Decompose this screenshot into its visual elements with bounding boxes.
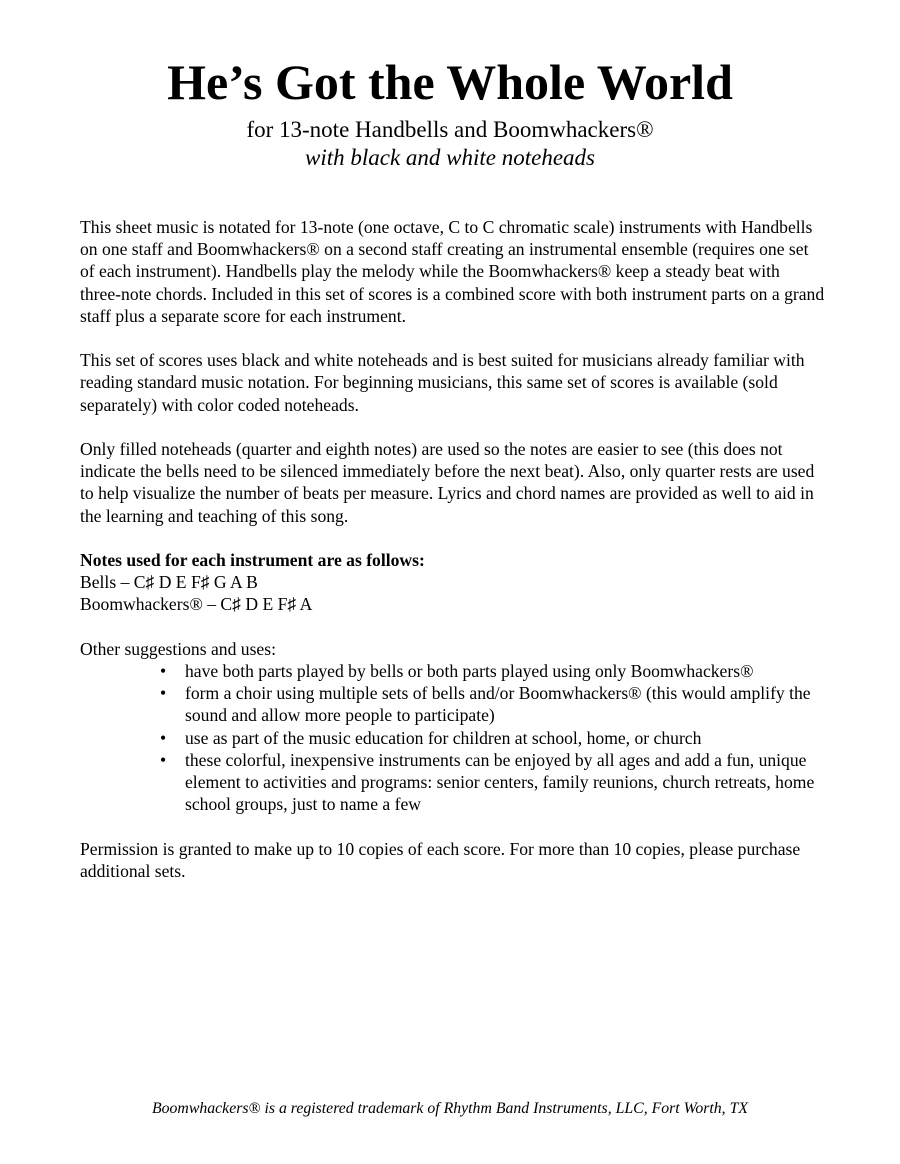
bullet-icon: • xyxy=(160,683,167,704)
list-item-text: have both parts played by bells or both parts played using only Boomwhackers® xyxy=(185,661,754,681)
page-title: He’s Got the Whole World xyxy=(167,54,733,110)
bullet-icon: • xyxy=(160,749,167,770)
suggestions-list xyxy=(80,660,825,815)
list-item-text: use as part of the music education for children at school, home, or church xyxy=(185,727,702,748)
notation-paragraph: This set of scores uses black and white noteheads and is best suited for musicians already familiar with reading standard music notation. For beginning musicians, this same set of scores is available (sold separately) with color coded noteheads. xyxy=(80,350,805,415)
list-item xyxy=(80,749,825,816)
subtitle: for 13-note Handbells and Boomwhackers® xyxy=(246,117,654,142)
list-item xyxy=(80,727,825,749)
notes-section xyxy=(80,549,825,616)
subtitle-italic: with black and white noteheads xyxy=(304,145,595,170)
permission-paragraph: Permission is granted to make up to 10 copies of each score. For more than 10 copies, please purchase additional sets. xyxy=(80,838,801,881)
intro-paragraph: This sheet music is notated for 13-note (one octave, C to C chromatic scale) instruments with Handbells on one staff and Boomwhackers® on a second staff creating an instrumental ensemble (requires one set of each instrument). Handbells play the melody while the Boomwhackers® keep a steady beat with three-note chords. Included in this set of scores is a combined score with both instrument parts on a grand staff plus a separate score for each instrument. xyxy=(80,217,825,326)
suggestions-intro: Other suggestions and uses: xyxy=(80,638,276,659)
bullet-icon: • xyxy=(160,727,167,748)
boomwhackers-notes: Boomwhackers® – C♯ D E F♯ A xyxy=(80,594,313,615)
noteheads-paragraph: Only filled noteheads (quarter and eighth notes) are used so the notes are easier to see (this does not indicate the bells need to be silenced immediately before the next beat). Also, only quarter rests are used to help visualize the number of beats per measure. Lyrics and chord names are provided as well to aid in the learning and teaching of this song. xyxy=(80,439,815,526)
list-item-text: these colorful, inexpensive instruments can be enjoyed by all ages and add a fun, unique element to activities and programs: senior centers, family reunions, church retreats, home school groups, just to name a few xyxy=(185,749,815,815)
notes-heading: Notes used for each instrument are as follows: xyxy=(80,550,425,570)
trademark-footer: Boomwhackers® is a registered trademark of Rhythm Band Instruments, LLC, Fort Worth, TX xyxy=(151,1100,749,1117)
bells-notes: Bells – C♯ D E F♯ G A B xyxy=(80,572,258,593)
document-body xyxy=(80,216,825,904)
list-item xyxy=(80,660,825,682)
list-item xyxy=(80,682,825,726)
bullet-icon: • xyxy=(160,661,167,681)
list-item-text: form a choir using multiple sets of bells and/or Boomwhackers® (this would amplify the sound and allow more people to participate) xyxy=(185,683,811,726)
